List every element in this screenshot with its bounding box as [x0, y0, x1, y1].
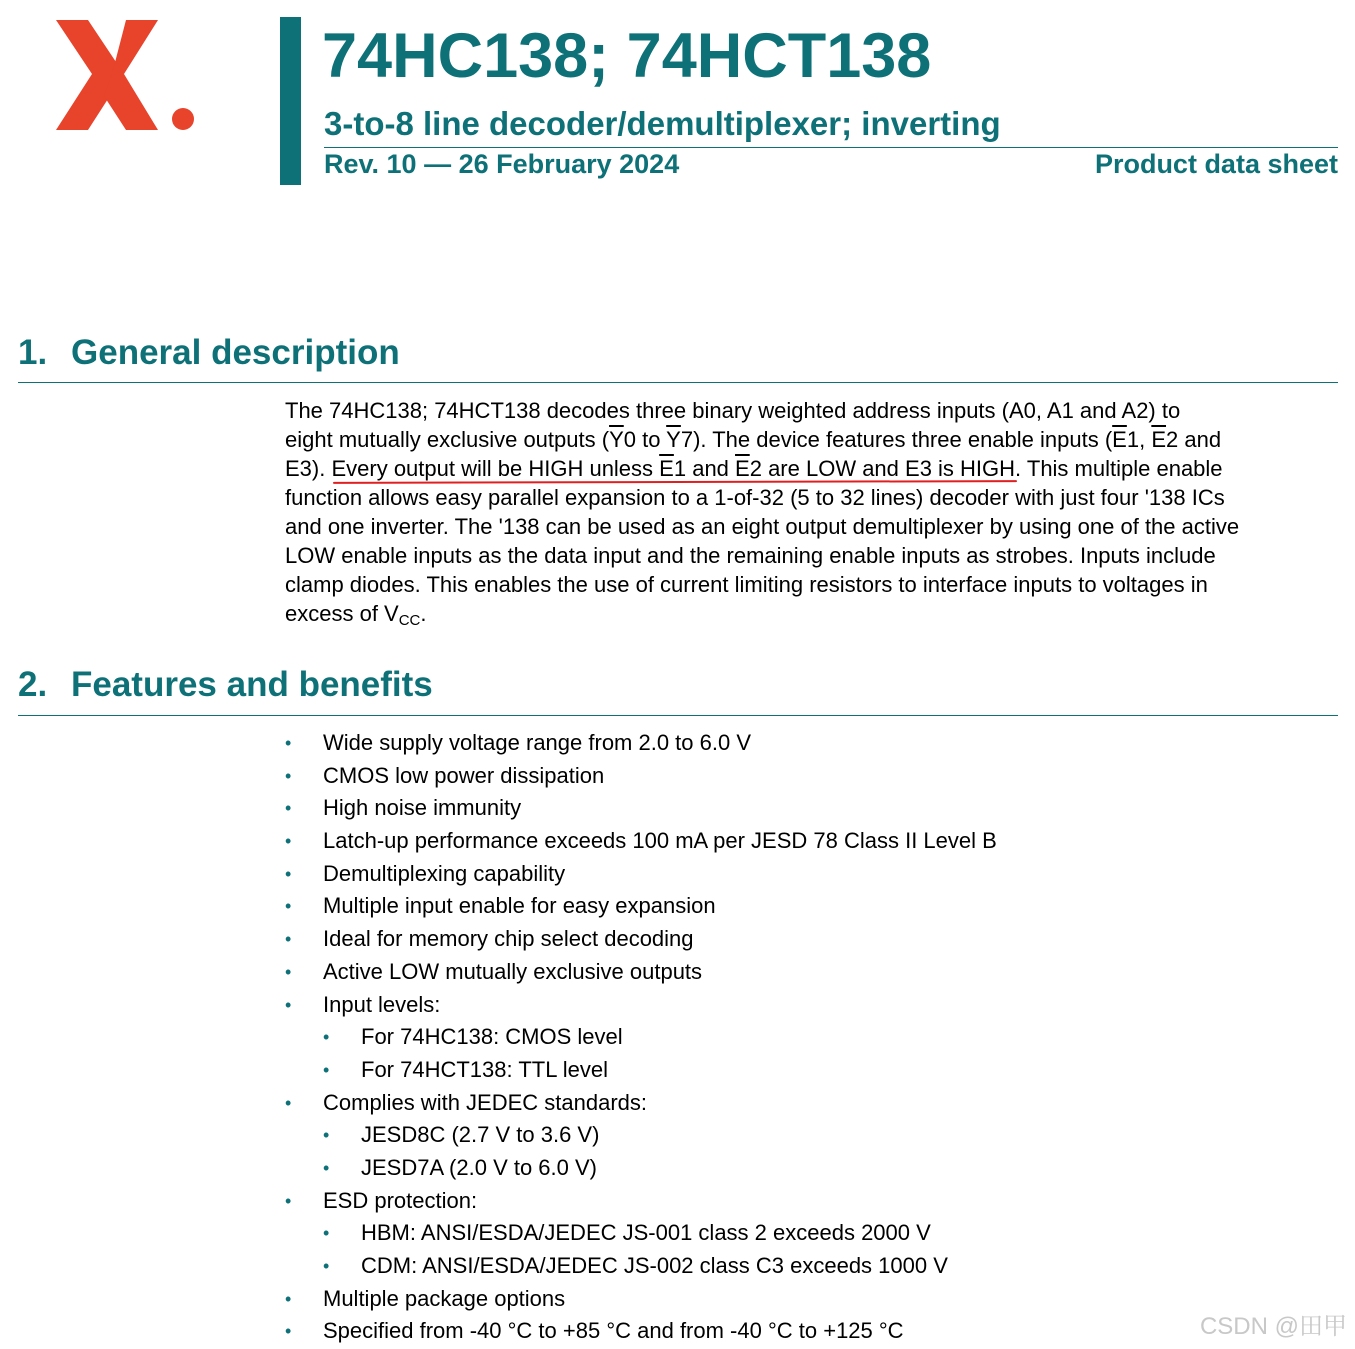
text-run: Every output will be HIGH unless: [331, 456, 660, 481]
overline-signal: $\overline{E}$: [659, 456, 674, 481]
subscript: CC: [398, 612, 421, 629]
paragraph-line: [285, 483, 1335, 512]
bullet-icon: •: [285, 1321, 292, 1342]
list-item-text: Multiple input enable for easy expansion: [323, 893, 716, 919]
list-item-text: Complies with JEDEC standards:: [323, 1089, 648, 1115]
bullet-icon: •: [285, 1288, 292, 1309]
text-run: .: [420, 601, 427, 626]
list-item-text: Ideal for memory chip select decoding: [323, 926, 694, 952]
bullet-icon: •: [323, 1059, 330, 1080]
bullet-icon: •: [323, 1256, 330, 1276]
bullet-icon: •: [323, 1125, 330, 1146]
bullet-icon: •: [285, 863, 292, 884]
revision-date: Rev. 10 — 26 February 2024: [324, 149, 680, 179]
text-run: 1 and: [673, 456, 736, 481]
general-description-paragraph: [285, 396, 1335, 628]
watermark: CSDN @田甲: [1199, 1313, 1347, 1340]
list-item-text: JESD7A (2.0 V to 6.0 V): [361, 1154, 598, 1180]
list-item-text: For 74HC138: CMOS level: [361, 1024, 623, 1050]
bullet-icon: •: [285, 994, 292, 1015]
section-1-title: General description: [71, 333, 400, 372]
section-2-number: 2.: [18, 665, 48, 704]
text-run: eight mutually exclusive outputs (: [285, 427, 610, 452]
section-1-number: 1.: [18, 333, 48, 372]
bullet-icon: •: [285, 765, 292, 786]
list-item-text: For 74HCT138: TTL level: [361, 1056, 608, 1082]
bullet-icon: •: [285, 831, 292, 852]
overline-signal: $\overline{E}$: [1112, 427, 1127, 452]
paragraph-line: [285, 570, 1335, 599]
text-run: LOW enable inputs as the data input and the remaining enable inputs as strobes. Inputs include: [285, 543, 1216, 568]
nexperia-x-logo-icon: [52, 18, 198, 134]
text-run: The 74HC138; 74HCT138 decodes three binary weighted address inputs (A0, A1 and A2) to: [285, 398, 1181, 423]
overline-signal: $\overline{E}$: [1151, 427, 1167, 452]
text-run: 2 and: [1166, 427, 1222, 452]
bullet-icon: •: [285, 1092, 292, 1113]
paragraph-line: [285, 512, 1335, 541]
list-item-text: CMOS low power dissipation: [323, 762, 605, 788]
red-underline-annotation: [331, 456, 1015, 481]
list-item-text: Active LOW mutually exclusive outputs: [323, 958, 703, 984]
paragraph-line: [285, 599, 1335, 628]
list-item-text: JESD8C (2.7 V to 3.6 V): [361, 1122, 600, 1148]
text-run: E3).: [285, 456, 332, 481]
document-subtitle: 3-to-8 line decoder/demultiplexer; inverting: [324, 105, 1001, 142]
document-title: 74HC138; 74HCT138: [322, 21, 932, 91]
text-run: clamp diodes. This enables the use of current limiting resistors to interface inputs to voltages in: [285, 572, 1208, 597]
section-1-divider: [18, 382, 1338, 383]
bullet-icon: •: [285, 929, 292, 950]
list-item-text: ESD protection:: [323, 1187, 478, 1213]
overline-signal: $\overline{Y}$: [609, 427, 624, 452]
text-run: 2 are LOW and E3 is HIGH: [749, 456, 1016, 481]
list-item-text: Specified from -40 °C to +85 °C and from -40 °C to +125 °C: [323, 1318, 904, 1344]
bullet-icon: •: [323, 1223, 330, 1244]
text-run: 7). The device features three enable inputs (: [680, 427, 1113, 452]
text-run: 0 to: [623, 427, 667, 452]
text-run: 1,: [1126, 427, 1152, 452]
paragraph-line: [285, 454, 1335, 483]
overline-signal: $\overline{E}$: [735, 456, 750, 481]
bullet-icon: •: [323, 1157, 330, 1178]
section-2-title: Features and benefits: [71, 665, 433, 704]
list-item-text: Input levels:: [323, 991, 441, 1017]
list-item-text: HBM: ANSI/ESDA/JEDEC JS-001 class 2 exceeds 2000 V: [361, 1220, 931, 1246]
bullet-icon: •: [285, 733, 292, 753]
text-run: function allows easy parallel expansion to a 1-of-32 (5 to 32 lines) decoder with just four '138 ICs: [285, 485, 1225, 510]
section-2-divider: [18, 715, 1338, 716]
section-2-heading: [18, 664, 433, 706]
list-item-text: Demultiplexing capability: [323, 860, 566, 886]
list-item-text: Latch-up performance exceeds 100 mA per JESD 78 Class II Level B: [323, 828, 997, 854]
bullet-icon: •: [285, 1190, 292, 1211]
list-item-text: Wide supply voltage range from 2.0 to 6.0 V: [323, 730, 752, 755]
paragraph-line: [285, 396, 1335, 425]
bullet-icon: •: [285, 961, 292, 982]
section-1-heading: [18, 332, 400, 374]
text-run: excess of V: [285, 601, 399, 626]
paragraph-line: [285, 541, 1335, 570]
bullet-icon: •: [323, 1027, 330, 1048]
overline-signal: $\overline{Y}$: [666, 427, 681, 452]
document-type: Product data sheet: [1094, 149, 1338, 179]
bullet-icon: •: [285, 896, 292, 917]
text-run: . This multiple enable: [1015, 456, 1223, 481]
header-accent-bar: [280, 17, 301, 185]
list-item-text: CDM: ANSI/ESDA/JEDEC JS-002 class C3 exceeds 1000 V: [361, 1253, 948, 1278]
list-item-text: High noise immunity: [323, 795, 522, 821]
text-run: and one inverter. The '138 can be used as an eight output demultiplexer by using one of the active: [285, 514, 1240, 539]
bullet-icon: •: [285, 798, 292, 819]
paragraph-line: [285, 425, 1335, 454]
list-item-text: Multiple package options: [323, 1285, 566, 1311]
